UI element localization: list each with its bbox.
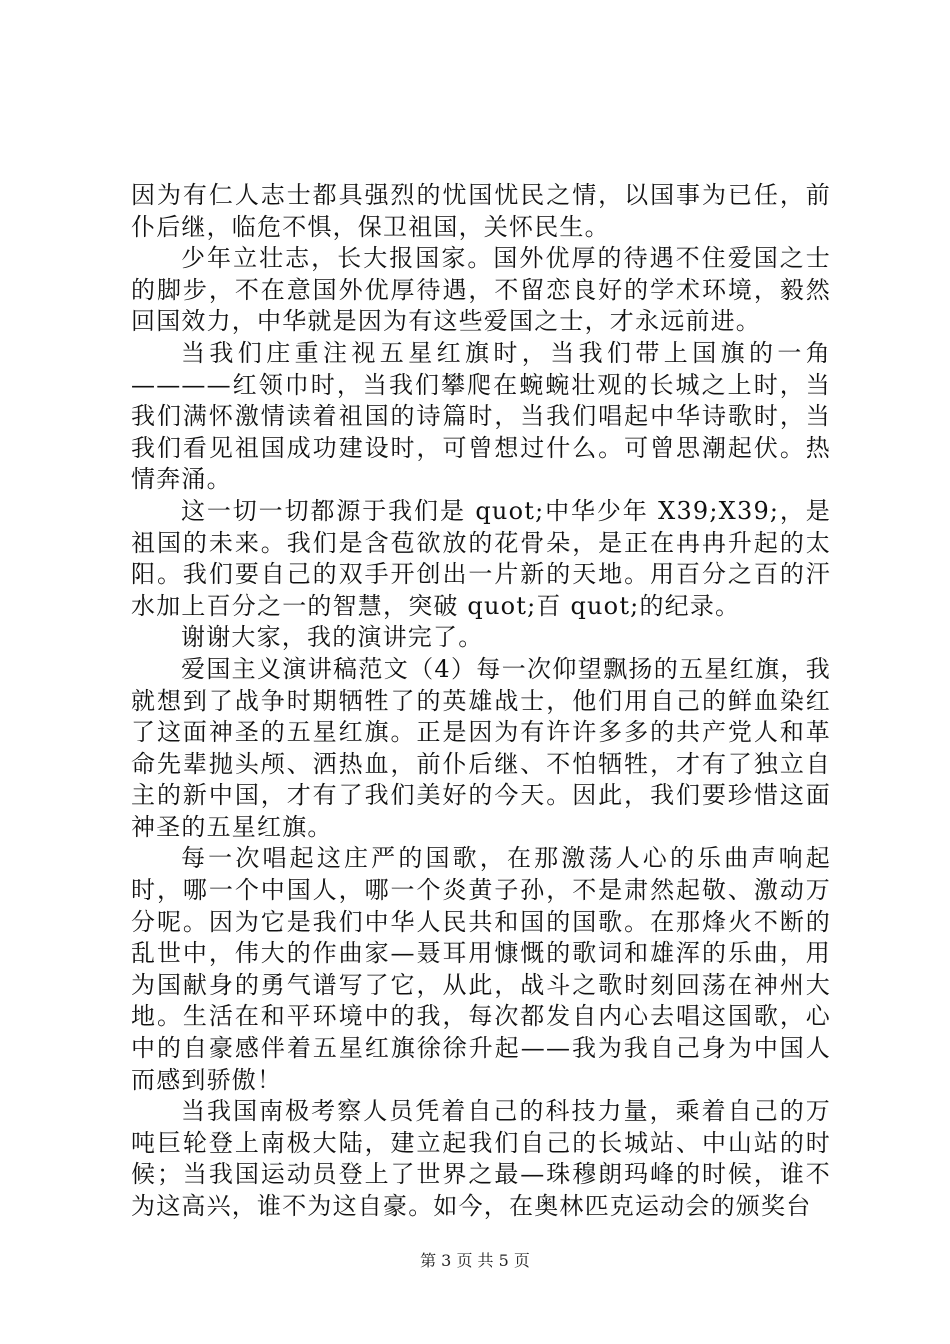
page-footer: 第 3 页 共 5 页 <box>420 1251 530 1270</box>
body-paragraph: 当我们庄重注视五星红旗时，当我们带上国旗的一角————红领巾时，当我们攀爬在蜿蜿壮观的长城之上时，当我们满怀激情读着祖国的诗篇时，当我们唱起中华诗歌时，当我们看见祖国成功建设时，可曾想过什么。可曾思潮起伏。热情奔涌。 <box>131 338 831 494</box>
body-paragraph: 少年立壮志，长大报国家。国外优厚的待遇不住爱国之士的脚步，不在意国外优厚待遇，不留恋良好的学术环境，毅然回国效力，中华就是因为有这些爱国之士，才永远前进。 <box>131 244 831 336</box>
document-body <box>131 180 831 1223</box>
body-paragraph: 因为有仁人志士都具强烈的忧国忧民之情，以国事为已任，前仆后继，临危不惧，保卫祖国，关怀民生。 <box>131 181 831 241</box>
body-paragraph: 爱国主义演讲稿范文（4）每一次仰望飘扬的五星红旗，我就想到了战争时期牺牲了的英雄战士，他们用自己的鲜血染红了这面神圣的五星红旗。正是因为有许许多多的共产党人和革命先辈抛头颅、洒热血，前仆后继、不怕牺牲，才有了独立自主的新中国，才有了我们美好的今天。因此，我们要珍惜这面神圣的五星红旗。 <box>131 654 831 841</box>
body-paragraph: 谢谢大家，我的演讲完了。 <box>181 623 484 652</box>
body-paragraph: 当我国南极考察人员凭着自己的科技力量，乘着自己的万吨巨轮登上南极大陆，建立起我们自己的长城站、中山站的时候；当我国运动员登上了世界之最—珠穆朗玛峰的时候，谁不为这高兴，谁不为这自豪。如今，在奥林匹克运动会的颁奖台 <box>131 1097 831 1220</box>
body-paragraph: 每一次唱起这庄严的国歌，在那激荡人心的乐曲声响起时，哪一个中国人，哪一个炎黄子孙，不是肃然起敬、激动万分呢。因为它是我们中华人民共和国的国歌。在那烽火不断的乱世中，伟大的作曲家—聂耳用慷慨的歌词和雄浑的乐曲，用为国献身的勇气谱写了它，从此，战斗之歌时刻回荡在神州大地。生活在和平环境中的我，每次都发自内心去唱这国歌，心中的自豪感伴着五星红旗徐徐升起——我为我自己身为中国人而感到骄傲！ <box>131 844 831 1094</box>
body-paragraph: 这一切一切都源于我们是 quot;中华少年 X39;X39;，是祖国的未来。我们是含苞欲放的花骨朵，是正在冉冉升起的太阳。我们要自己的双手开创出一片新的天地。用百分之百的汗水加上百分之一的智慧，突破 quot;百 quot;的纪录。 <box>131 496 831 620</box>
